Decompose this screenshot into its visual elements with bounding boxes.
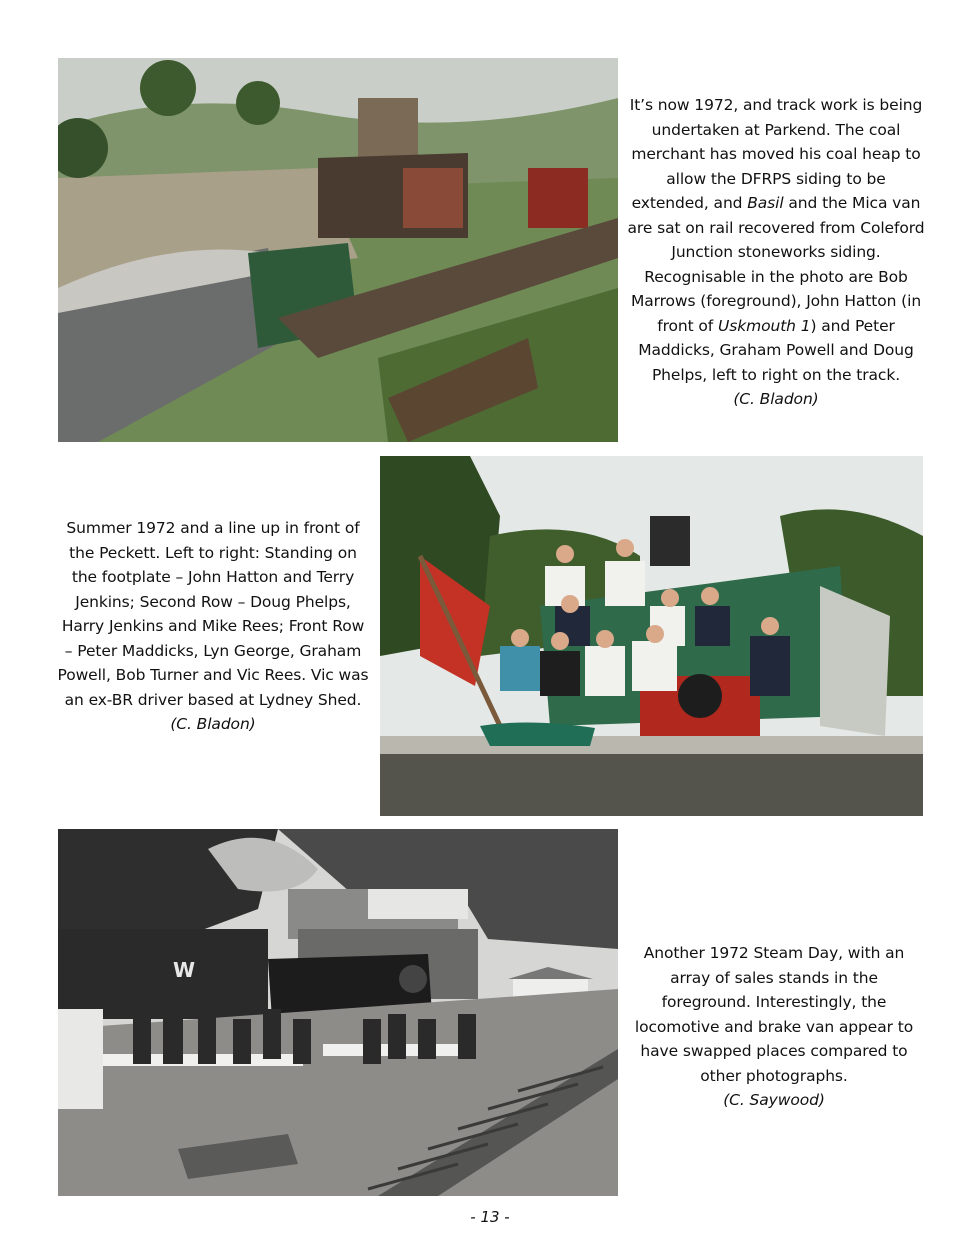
caption-lineup-text: Summer 1972 and a line up in front of the Peckett. Left to right: Standing on the footplate – John Hatton and Terry Jenkins; Second Row – Doug Phelps, Harry Jenkins and Mike Rees; Front Row – Peter Maddicks, Lyn George, Graham Powell, Bob Turner and Vic Rees. Vic was an ex-BR driver based at Lydney Shed.	[57, 519, 369, 709]
caption-steam-day-text: Another 1972 Steam Day, with an array of sales stands in the foreground. Interestingly, the locomotive and brake van appear to have swapped places compared to other photographs.	[634, 944, 914, 1085]
caption-parkend-credit: (C. Bladon)	[733, 390, 819, 408]
caption-steam-day-credit: (C. Saywood)	[723, 1091, 825, 1109]
page-number: - 13 -	[470, 1208, 510, 1226]
caption-parkend-text: It’s now 1972, and track work is being undertaken at Parkend. The coal merchant has moved his coal heap to allow the DFRPS siding to be extended, and Basil and the Mica van are sat on rail recovered from Coleford Junction stoneworks siding. Recognisable in the photo are Bob Marrows (foreground), John Hatton (in front of Uskmouth 1) and Peter Maddicks, Graham Powell and Doug Phelps, left to right on the track.	[627, 96, 925, 384]
caption-lineup-credit: (C. Bladon)	[170, 715, 256, 733]
caption-parkend	[626, 93, 926, 412]
photo-peckett-lineup	[380, 456, 923, 816]
caption-lineup	[56, 516, 370, 737]
photo-parkend-trackwork	[58, 58, 618, 442]
photo-steam-day	[58, 829, 618, 1196]
van-letter-w: W	[173, 958, 196, 982]
caption-steam-day	[624, 941, 924, 1113]
